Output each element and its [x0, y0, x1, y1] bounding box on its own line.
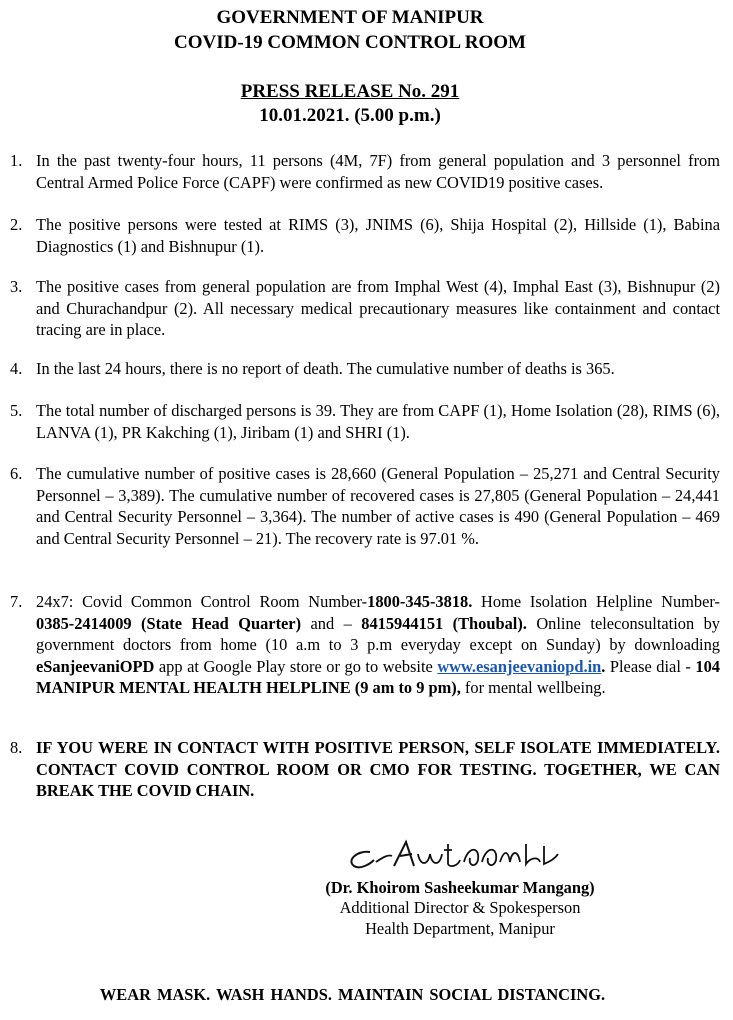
list-item-5 [10, 400, 720, 443]
release-datetime: 10.01.2021. (5.00 p.m.) [259, 105, 441, 126]
item-number: 2. [10, 215, 23, 234]
item-number: 1. [10, 151, 23, 170]
signatory-department: Health Department, Manipur [365, 919, 555, 938]
signatory-title: Additional Director & Spokesperson [339, 898, 581, 917]
press-release-title: PRESS RELEASE No. 291 [240, 81, 460, 102]
footer-slogan: WEAR MASK. WASH HANDS. MAINTAIN SOCIAL DISTANCING. [99, 985, 606, 1004]
item-number: 3. [10, 277, 23, 296]
item-number: 8. [10, 738, 23, 757]
header-government: GOVERNMENT OF MANIPUR [216, 7, 484, 28]
thoubal-number: 8415944151 (Thoubal). [361, 613, 527, 633]
item-number: 6. [10, 464, 23, 483]
control-room-number: 1800-345-3818. [367, 592, 473, 611]
item-text: IF YOU WERE IN CONTACT WITH POSITIVE PERSON, SELF ISOLATE IMMEDIATELY. CONTACT COVID CONTROL ROOM OR CMO FOR TESTING. TOGETHER, WE CAN BREAK THE COVID CHAIN. [36, 738, 720, 800]
item-text: The cumulative number of positive cases is 28,660 (General Population – 25,271 and Central Security Personnel – 3,389). The cumulative number of recovered cases is 27,805 (General Population – 24,441 and Central Security Personnel – 3,364). The number of active cases is 490 (General Population – 469 and Central Security Personnel – 21). The recovery rate is 97.01 %. [36, 464, 720, 548]
signature-image [340, 832, 570, 880]
item-number: 7. [10, 592, 23, 611]
app-name: eSanjeevaniOPD [36, 656, 155, 676]
item-text: In the last 24 hours, there is no report of death. The cumulative number of deaths is 365. [36, 359, 615, 378]
signatory-name: (Dr. Khoirom Sasheekumar Mangang) [325, 878, 595, 897]
item-number: 4. [10, 359, 23, 378]
website-link[interactable]: www.esanjeevaniopd.in [437, 656, 602, 676]
list-item-6 [10, 463, 720, 549]
list-item-2 [10, 214, 720, 257]
item-text: 24x7: Covid Common Control Room Number-1800-345-3818. Home Isolation Helpline Number- 0385-2414009 (State Head Quarter) and – 8415944151 (Thoubal). Online teleconsultation by government doctors from home (10 a.m to 3 p.m everyday except on Sunday) by downloading eSanjeevaniOPD app at Google Play store or go to website www.esanjeevaniopd.in. Please dial - 104 MANIPUR MENTAL HEALTH HELPLINE (9 am to 9 pm), for mental wellbeing. [36, 592, 721, 697]
list-item-4 [10, 358, 720, 380]
item-text: The positive persons were tested at RIMS (3), JNIMS (6), Shija Hospital (2), Hillside (1), Babina Diagnostics (1) and Bishnupur (1). [36, 215, 720, 256]
list-item-7 [10, 591, 720, 699]
list-item-3 [10, 276, 720, 341]
item-text: In the past twenty-four hours, 11 persons (4M, 7F) from general population and 3 personnel from Central Armed Police Force (CAPF) were confirmed as new COVID19 positive cases. [36, 151, 720, 192]
item-text: The positive cases from general population are from Imphal West (4), Imphal East (3), Bishnupur (2) and Churachandpur (2). All necessary medical precautionary measures like containment and contact tracing are in place. [36, 277, 720, 339]
list-item-1 [10, 150, 720, 193]
helpline-number: 0385-2414009 (State Head Quarter) [36, 613, 302, 633]
list-item-8 [10, 737, 720, 802]
item-number: 5. [10, 401, 23, 420]
mental-health-helpline: 104 MANIPUR MENTAL HEALTH HELPLINE (9 am to 9 pm), [36, 656, 720, 697]
item-text: The total number of discharged persons is 39. They are from CAPF (1), Home Isolation (28), RIMS (6), LANVA (1), PR Kakching (1), Jiribam (1) and SHRI (1). [36, 401, 720, 442]
header-control-room: COVID-19 COMMON CONTROL ROOM [173, 32, 526, 53]
